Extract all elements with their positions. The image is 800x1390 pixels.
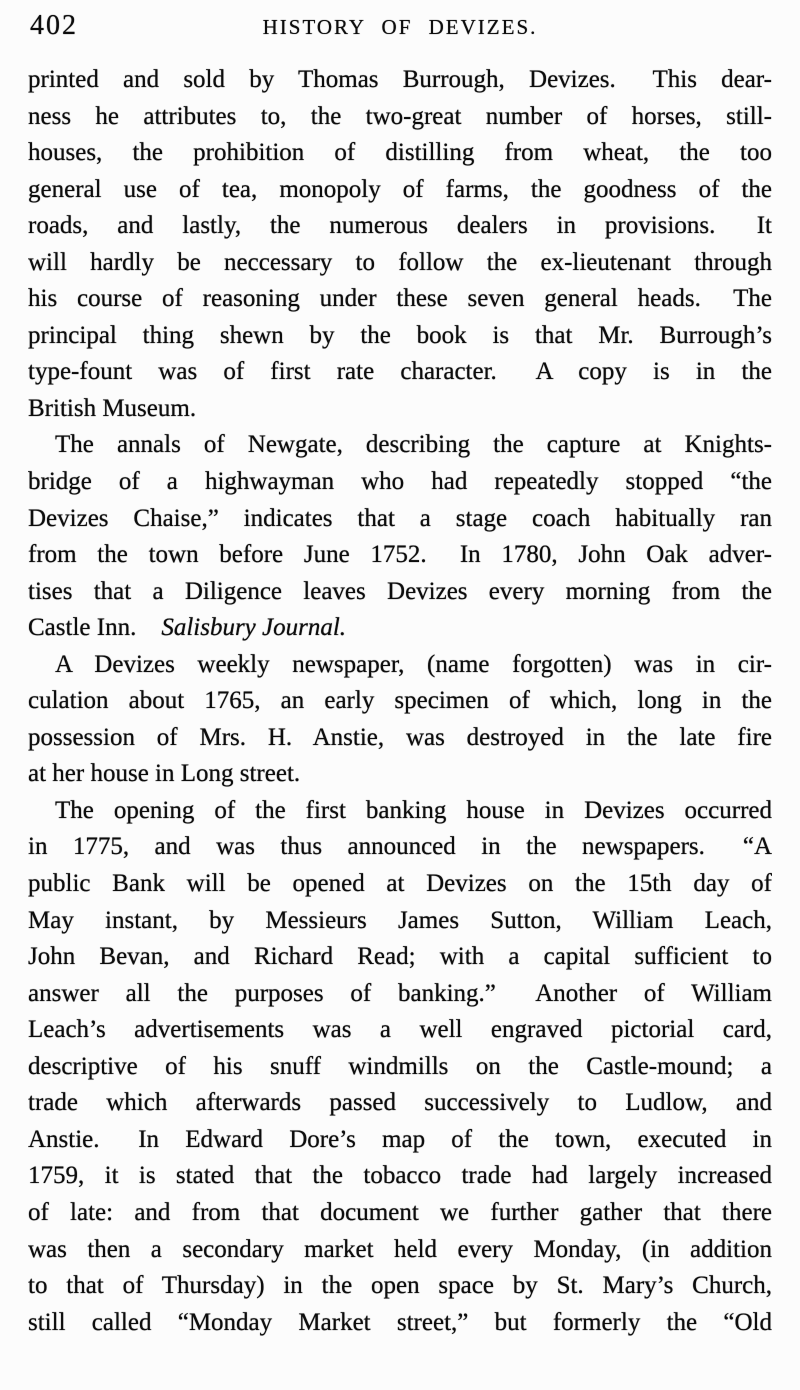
text-line: his course of reasoning under these seven general heads. The [28,285,772,313]
page-body [28,62,772,1341]
text-line: descriptive of his snuff windmills on the Castle-mound; a [28,1052,772,1080]
page-number: 402 [30,10,78,41]
text-line: tises that a Diligence leaves Devizes every morning from the [28,577,772,605]
text-line: still called “Monday Market street,” but formerly the “Old [28,1308,772,1336]
text-line: 1759, it is stated that the tobacco trade had largely increased [28,1162,772,1190]
text-line: to that of Thursday) in the open space by St. Mary’s Church, [28,1272,772,1300]
text-line: A Devizes weekly newspaper, (name forgotten) was in cir- [55,650,772,678]
text-line: ness he attributes to, the two-great number of horses, still- [28,102,772,130]
text-line: The annals of Newgate, describing the capture at Knights- [55,431,772,459]
text-line: answer all the purposes of banking.” Another of William [28,979,772,1007]
text-line: culation about 1765, an early specimen of which, long in the [28,687,772,715]
text-line: general use of tea, monopoly of farms, the goodness of the [28,175,772,203]
text-line: principal thing shewn by the book is that Mr. Burrough’s [28,321,772,349]
text-line: Leach’s advertisements was a well engraved pictorial card, [28,1016,772,1044]
text-line: The opening of the first banking house in Devizes occurred [55,796,772,824]
text-line: British Museum. [28,394,197,422]
text-line: Castle Inn. Salisbury Journal. [28,614,347,642]
page-header [30,8,770,42]
text-line: bridge of a highwayman who had repeatedly stopped “the [28,468,772,496]
italic-text: Salisbury Journal. [161,614,347,642]
text-line: John Bevan, and Richard Read; with a capital sufficient to [28,943,772,971]
text-line: Anstie. In Edward Dore’s map of the town, executed in [28,1125,772,1153]
text-line: trade which afterwards passed successively to Ludlow, and [28,1089,772,1117]
text-line: printed and sold by Thomas Burrough, Devizes. This dear- [28,66,772,93]
text-line: May instant, by Messieurs James Sutton, William Leach, [28,906,772,934]
text-line: public Bank will be opened at Devizes on the 15th day of [28,870,772,898]
text-line: Devizes Chaise,” indicates that a stage coach habitually ran [28,504,772,532]
text-line: will hardly be neccessary to follow the ex-lieutenant through [28,248,772,276]
text-line: from the town before June 1752. In 1780, John Oak adver- [28,541,772,569]
text-line: houses, the prohibition of distilling from wheat, the too [28,139,772,167]
text-line: in 1775, and was thus announced in the newspapers. “A [28,833,772,861]
text-line: of late: and from that document we further gather that there [28,1198,772,1226]
text-line: at her house in Long street. [28,760,301,788]
text-line: roads, and lastly, the numerous dealers in provisions. It [28,212,772,240]
running-title: HISTORY OF DEVIZES. [262,15,538,39]
text-line: was then a secondary market held every Monday, (in addition [28,1235,772,1263]
text-line: possession of Mrs. H. Anstie, was destroyed in the late fire [28,723,772,751]
text-line: type-fount was of first rate character. A copy is in the [28,358,772,386]
